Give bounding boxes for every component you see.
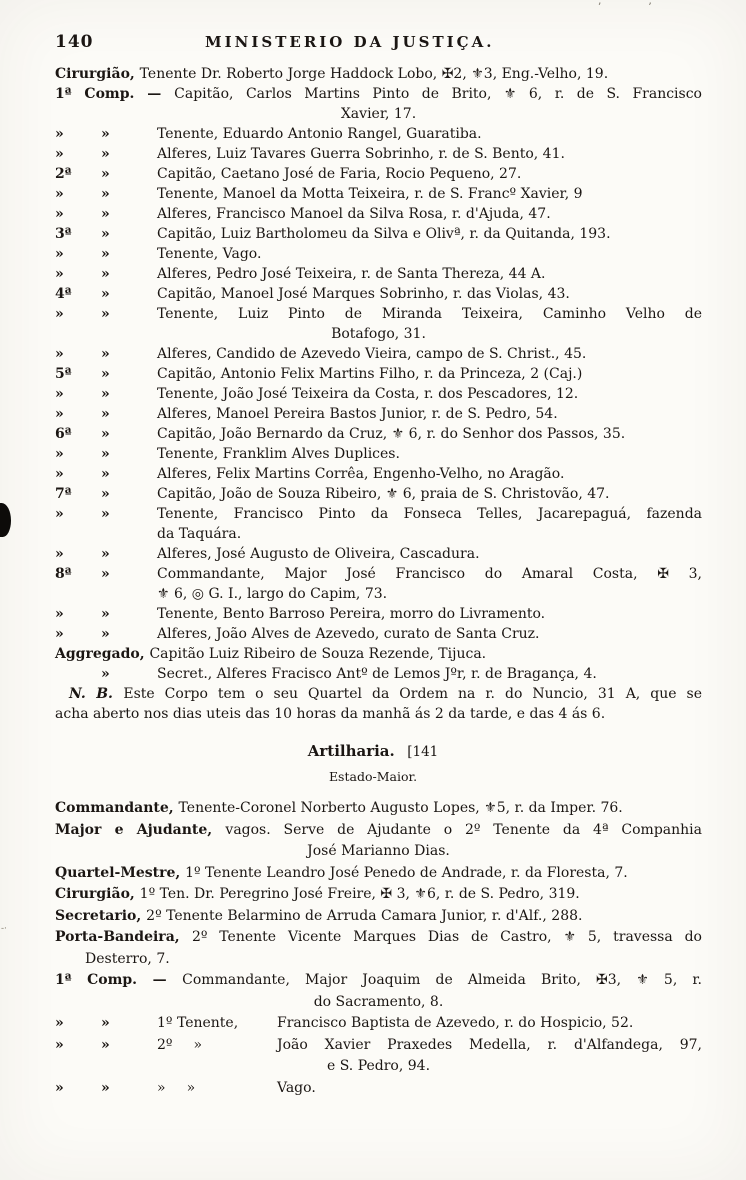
entry-text: Tenente, Francisco Pinto da Fonseca Telles, Jacarepaguá, fazenda — [157, 506, 702, 522]
page-number: 140 — [55, 32, 94, 52]
ditto-mark: » — [101, 426, 110, 442]
nota-bene-label: N. B. — [69, 686, 124, 702]
entry-line — [0, 144, 746, 164]
entry-line — [0, 684, 746, 704]
ditto-mark: » — [101, 206, 110, 222]
ditto-mark: » — [101, 346, 110, 362]
entry-line — [0, 204, 746, 224]
entry-text: e S. Pedro, 94. — [326, 1058, 431, 1074]
entry-text: Cirurgião, Tenente Dr. Roberto Jorge Haddock Lobo, ✠2, ⚜3, Eng.-Velho, 19. — [55, 66, 609, 82]
entry-lead-label: Quartel-Mestre, — [55, 864, 186, 881]
entry-text: da Taquára. — [157, 526, 242, 542]
entry-line — [0, 970, 746, 992]
section-artilharia — [0, 798, 746, 1099]
entry-line — [0, 384, 746, 404]
entry-text: Secretario, 2º Tenente Belarmino de Arruda Camara Junior, r. d'Alf., 288. — [55, 907, 583, 924]
ditto-mark: » — [101, 566, 110, 582]
entry-text: Alferes, Francisco Manoel da Silva Rosa, r. d'Ajuda, 47. — [157, 206, 551, 222]
entry-text: Desterro, 7. — [85, 950, 170, 967]
entry-text: Francisco Baptista de Azevedo, r. do Hospicio, 52. — [277, 1015, 634, 1031]
entry-text: Capitão, Antonio Felix Martins Filho, r. da Princeza, 2 (Caj.) — [157, 366, 583, 382]
ditto-mark: » — [101, 506, 110, 522]
entry-text: Commandante, Major José Francisco do Amaral Costa, ✠ 3, — [157, 566, 702, 582]
entry-lead-label: 1ª Comp. — — [55, 972, 183, 988]
ditto-mark: » — [101, 186, 110, 202]
entry-text: ⚜ 6, ◎ G. I., largo do Capim, 73. — [157, 586, 388, 602]
entry-text: Alferes, José Augusto de Oliveira, Cascadura. — [157, 546, 480, 562]
section-heading — [0, 740, 746, 763]
entry-text: Major e Ajudante, vagos. Serve de Ajudante o 2º Tenente da 4ª Companhia — [55, 821, 702, 838]
entry-line — [0, 927, 746, 949]
entry-text: acha aberto nos dias uteis das 10 horas da manhã ás 2 da tarde, e das 4 ás 6. — [55, 706, 606, 722]
entry-text: Alferes, Pedro José Teixeira, r. de Santa Thereza, 44 A. — [157, 266, 546, 282]
entry-text: Tenente, Eduardo Antonio Rangel, Guaratiba. — [157, 126, 482, 142]
entry-text: Alferes, Luiz Tavares Guerra Sobrinho, r. de S. Bento, 41. — [157, 146, 565, 162]
running-title: MINISTERIO DA JUSTIÇA. — [205, 33, 495, 51]
entry-text: do Sacramento, 8. — [313, 993, 444, 1010]
entry-line — [0, 164, 746, 184]
entry-text: Secret., Alferes Fracisco Antº de Lemos Jºr, r. de Bragança, 4. — [157, 666, 597, 682]
entry-text: Botafogo, 31. — [331, 326, 426, 342]
entry-text: Alferes, João Alves de Azevedo, curato de Santa Cruz. — [157, 626, 540, 642]
company-number: » — [55, 206, 64, 222]
company-number: » — [55, 346, 64, 362]
ditto-mark: » — [101, 1015, 110, 1031]
entry-text: Vago. — [277, 1079, 316, 1096]
entry-text: Tenente, Luiz Pinto de Miranda Teixeira, Caminho Velho de — [157, 306, 702, 322]
entry-text: Tenente, Bento Barroso Pereira, morro do Livramento. — [157, 606, 546, 622]
entry-lead-label: Secretario, — [55, 907, 147, 924]
entry-text: Xavier, 17. — [340, 106, 417, 122]
ditto-mark: » — [101, 146, 110, 162]
entry-line — [0, 704, 746, 724]
company-number: » — [55, 1036, 64, 1053]
ditto-mark: » — [101, 606, 110, 622]
company-number: 5ª — [55, 366, 72, 382]
rank-column: » » — [157, 1079, 196, 1096]
company-number: » — [55, 446, 64, 462]
company-number: 4ª — [55, 286, 72, 302]
entry-text: José Marianno Dias. — [307, 843, 450, 859]
entry-lead-label: 1ª Comp. — — [55, 86, 175, 102]
company-number — [55, 664, 101, 684]
ditto-mark: » — [101, 306, 110, 322]
entry-text: Alferes, Manoel Pereira Bastos Junior, r. de S. Pedro, 54. — [157, 406, 558, 422]
entry-line — [0, 504, 746, 524]
rank-column: 2º » — [157, 1036, 203, 1053]
entry-text: Capitão, João de Souza Ribeiro, ⚜ 6, praia de S. Christovão, 47. — [157, 486, 610, 502]
entry-lead-label: Cirurgião, — [55, 66, 140, 82]
section-title: Artilharia. — [307, 742, 395, 760]
company-number: » — [55, 246, 64, 262]
company-number: » — [55, 126, 64, 142]
ditto-mark: » — [101, 546, 110, 562]
entry-line — [0, 464, 746, 484]
entry-line — [0, 344, 746, 364]
entry-line — [0, 364, 746, 384]
entry-line — [0, 644, 746, 664]
company-number: » — [55, 626, 64, 642]
entry-line — [0, 244, 746, 264]
entry-text: 1ª Comp. — Capitão, Carlos Martins Pinto de Brito, ⚜ 6, r. de S. Francisco — [55, 86, 702, 102]
company-number: » — [55, 386, 64, 402]
entry-text: Capitão, João Bernardo da Cruz, ⚜ 6, r. do Senhor dos Passos, 35. — [157, 426, 626, 442]
entry-line — [0, 1035, 746, 1057]
company-number: » — [55, 546, 64, 562]
ditto-mark: » — [101, 246, 110, 262]
entry-line — [0, 284, 746, 304]
section-corpo-municipal — [0, 64, 746, 724]
ditto-mark: » — [101, 386, 110, 402]
entry-text: Tenente, Franklim Alves Duplices. — [157, 446, 400, 462]
ditto-mark: » — [101, 266, 110, 282]
paper-specks: ’ ’ — [598, 2, 674, 13]
ditto-mark: » — [101, 666, 110, 682]
entry-lead-label: Major e Ajudante, — [55, 821, 226, 838]
entry-line — [0, 820, 746, 842]
ditto-mark: » — [101, 366, 110, 382]
company-number: » — [55, 506, 64, 522]
company-number: 7ª — [55, 486, 72, 502]
edge-speck: -· — [1, 924, 7, 934]
entry-line — [0, 949, 746, 971]
company-number: 6ª — [55, 426, 72, 442]
entry-line — [0, 584, 746, 604]
section-subheading: Estado-Maior. — [328, 769, 418, 784]
entry-text: Cirurgião, 1º Ten. Dr. Peregrino José Freire, ✠ 3, ⚜6, r. de S. Pedro, 319. — [55, 886, 580, 902]
entry-text: Porta-Bandeira, 2º Tenente Vicente Marques Dias de Castro, ⚜ 5, travessa do — [55, 929, 702, 945]
entry-line — [0, 84, 746, 104]
entry-line — [0, 124, 746, 144]
entry-text: João Xavier Praxedes Medella, r. d'Alfandega, 97, — [277, 1036, 702, 1053]
company-number: » — [55, 306, 64, 322]
entry-line — [0, 324, 746, 344]
company-number: 8ª — [55, 566, 72, 582]
entry-lead-label: Porta-Bandeira, — [55, 929, 192, 945]
ditto-mark: » — [101, 406, 110, 422]
entry-text: Capitão, Manoel José Marques Sobrinho, r. das Violas, 43. — [157, 286, 570, 302]
entry-line — [0, 264, 746, 284]
ditto-mark: » — [101, 166, 110, 182]
entry-text: Alferes, Candido de Azevedo Vieira, campo de S. Christ., 45. — [157, 346, 587, 362]
entry-lead-label: Cirurgião, — [55, 886, 140, 902]
entry-text: Alferes, Felix Martins Corrêa, Engenho-Velho, no Aragão. — [157, 466, 565, 482]
entry-text: Capitão, Caetano José de Faria, Rocio Pequeno, 27. — [157, 166, 522, 182]
entry-text: 1ª Comp. — Commandante, Major Joaquim de Almeida Brito, ✠3, ⚜ 5, r. — [55, 972, 702, 988]
company-number: » — [55, 606, 64, 622]
entry-text: Tenente, Manoel da Motta Teixeira, r. de S. Francº Xavier, 9 — [157, 186, 583, 202]
entry-line — [0, 184, 746, 204]
company-number: » — [55, 266, 64, 282]
company-number: » — [55, 1015, 64, 1031]
company-number: 3ª — [55, 226, 72, 242]
entry-line — [0, 841, 746, 863]
entry-text: Commandante, Tenente-Coronel Norberto Augusto Lopes, ⚜5, r. da Imper. 76. — [55, 800, 623, 816]
ditto-mark: » — [101, 126, 110, 142]
ditto-mark: » — [101, 1036, 110, 1053]
ditto-mark: » — [101, 626, 110, 642]
entry-line — [0, 404, 746, 424]
ditto-mark: » — [101, 286, 110, 302]
entry-line — [0, 304, 746, 324]
entry-lead-label: Aggregado, — [55, 646, 150, 662]
entry-lead-label: Commandante, — [55, 800, 179, 816]
entry-line — [0, 1078, 746, 1100]
entry-line — [0, 544, 746, 564]
entry-line — [0, 1056, 746, 1078]
rank-column: 1º Tenente, — [157, 1015, 239, 1031]
entry-line — [0, 1013, 746, 1035]
entry-line — [0, 992, 746, 1014]
company-number: » — [55, 186, 64, 202]
ditto-mark: » — [101, 226, 110, 242]
company-number: » — [55, 406, 64, 422]
entry-line — [0, 624, 746, 644]
entry-line — [0, 863, 746, 885]
entry-text: Aggregado, Capitão Luiz Ribeiro de Souza Rezende, Tijuca. — [55, 646, 487, 662]
company-number: » — [55, 146, 64, 162]
entry-line — [0, 524, 746, 544]
entry-text: Tenente, João José Teixeira da Costa, r. dos Pescadores, 12. — [157, 386, 579, 402]
company-number: » — [55, 1079, 64, 1096]
company-number: 2ª — [55, 166, 72, 182]
ditto-mark: » — [101, 446, 110, 462]
ditto-mark: » — [101, 466, 110, 482]
entry-line — [0, 224, 746, 244]
entry-line — [0, 564, 746, 584]
ditto-mark: » — [101, 486, 110, 502]
entry-line — [0, 64, 746, 84]
catchword: [141 — [407, 744, 439, 760]
entry-line — [0, 664, 746, 684]
entry-line — [0, 104, 746, 124]
entry-line — [0, 604, 746, 624]
entry-line — [0, 484, 746, 504]
entry-line — [0, 444, 746, 464]
entry-line — [0, 906, 746, 928]
ditto-mark: » — [101, 1079, 110, 1096]
entry-text: Capitão, Luiz Bartholomeu da Silva e Olivª, r. da Quitanda, 193. — [157, 226, 611, 242]
entry-text: Quartel-Mestre, 1º Tenente Leandro José Penedo de Andrade, r. da Floresta, 7. — [55, 864, 628, 881]
company-number: » — [55, 466, 64, 482]
entry-line — [0, 798, 746, 820]
entry-line — [0, 884, 746, 906]
entry-line — [0, 424, 746, 444]
entry-text: Tenente, Vago. — [157, 246, 262, 262]
entry-text: N. B. Este Corpo tem o seu Quartel da Ordem na r. do Nuncio, 31 A, que se — [69, 686, 703, 702]
